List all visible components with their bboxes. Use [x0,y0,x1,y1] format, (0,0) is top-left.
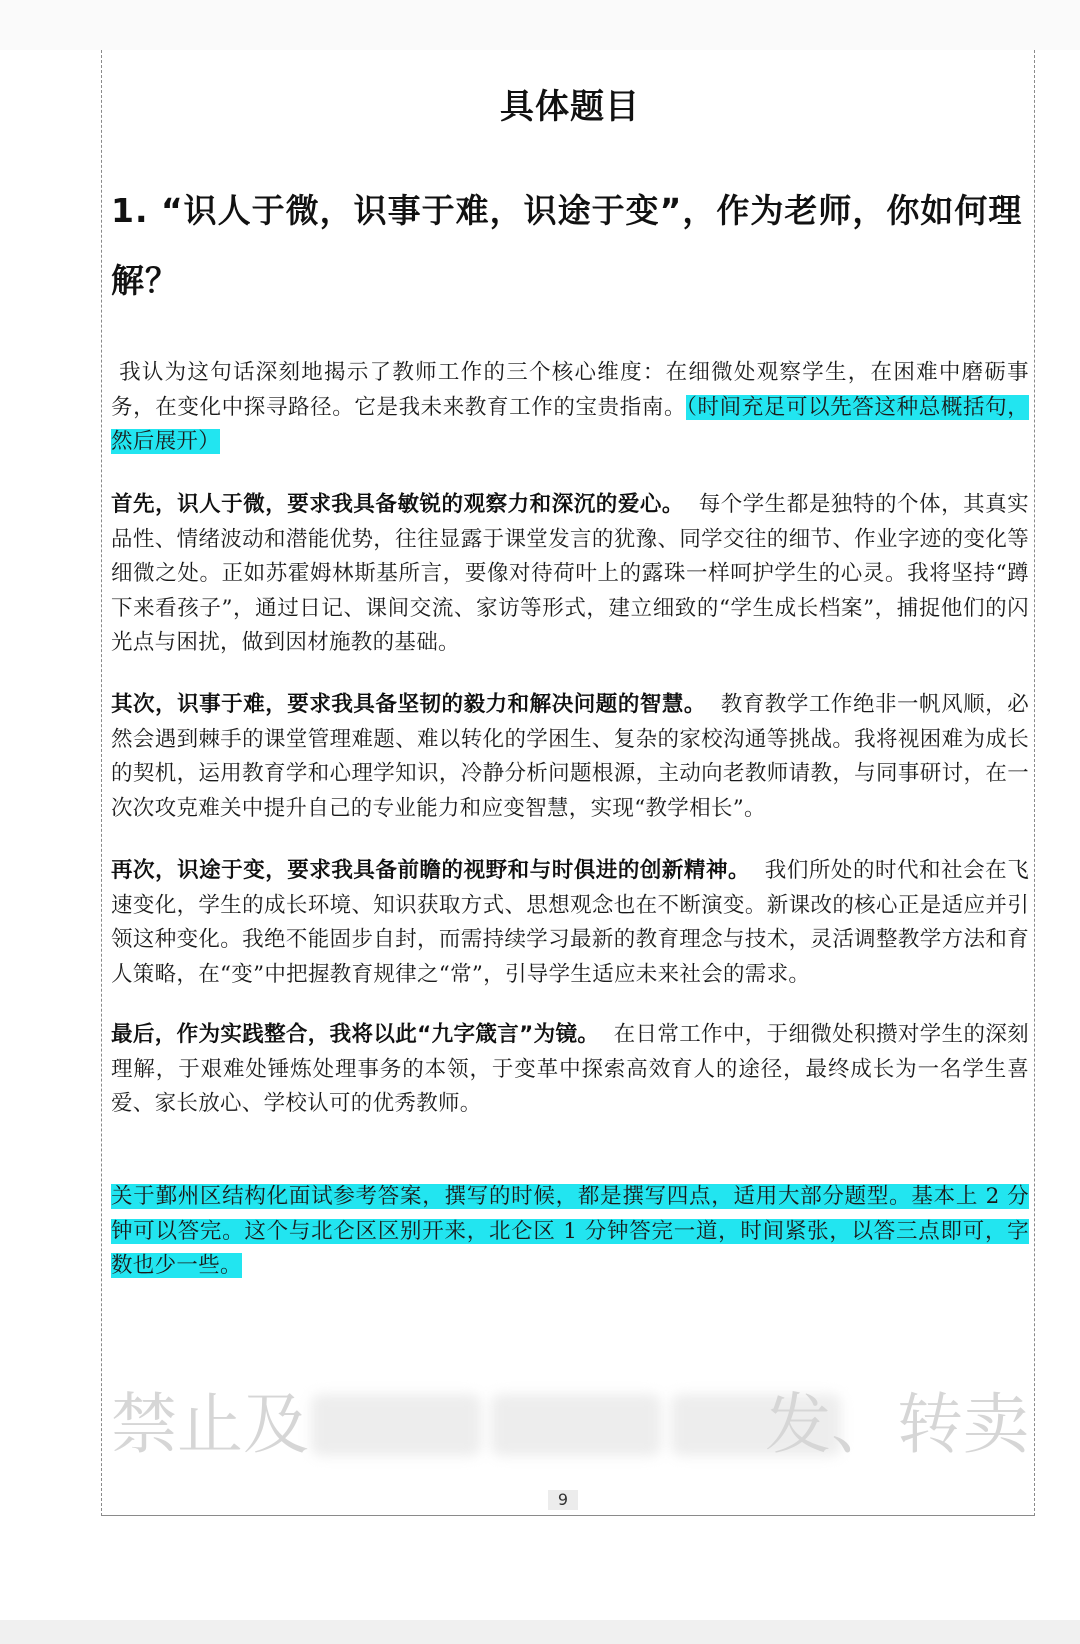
paragraph-second [111,688,1029,826]
paragraph-lead: 其次，识事于难，要求我具备坚韧的毅力和解决问题的智慧。 [111,692,706,717]
paragraph-fourth [111,1018,1029,1122]
paragraph-body: 我们所处的时代和社会在飞速变化，学生的成长环境、知识获取方式、思想观念也在不断演变。新课改的核心正是适应并引领这种变化。我绝不能固步自封，而需持续学习最新的教育理念与技术，灵活调整教学方法和育人策略，在“变”中把握教育规律之“常”，引导学生适应未来社会的需求。 [111,858,1029,987]
highlight-note-paragraph [111,1180,1029,1284]
paragraph-third [111,854,1029,992]
page-title: 具体题目 [500,87,640,127]
question-heading: 1. “识人于微，识事于难，识途于变”，作为老师，你如何理解？ [111,191,1023,300]
paragraph-body: 教育教学工作绝非一帆风顺，必然会遇到棘手的课堂管理难题、难以转化的学困生、复杂的家校沟通等挑战。我将视困难为成长的契机，运用教育学和心理学知识，冷静分析问题根源，主动向老教师请教，与同事研讨，在一次次攻克难关中提升自己的专业能力和应变智慧，实现“教学相长”。 [111,692,1030,821]
paragraph-body: 每个学生都是独特的个体，其真实品性、情绪波动和潜能优势，往往显露于课堂发言的犹豫、同学交往的细节、作业字迹的变化等细微之处。正如苏霍姆林斯基所言，要像对待荷叶上的露珠一样呵护学生的心灵。我将坚持“蹲下来看孩子”，通过日记、课间交流、家访等形式，建立细致的“学生成长档案”，捕捉他们的闪光点与困扰，做到因材施教的基础。 [111,492,1029,655]
watermark-right-text: 发、转卖 [765,1386,1029,1463]
paragraph-first [111,488,1029,661]
watermark [111,1380,1029,1470]
intro-highlight-note: （时间充足可以先答这种总概括句，然后展开） [111,394,1029,454]
paragraph-lead: 再次，识途于变，要求我具备前瞻的视野和与时俱进的创新精神。 [111,858,751,883]
intro-paragraph [111,356,1029,460]
note-highlight: 关于鄞州区结构化面试参考答案，撰写的时候，都是撰写四点，适用大部分题型。基本上 2 分钟可以答完。这个与北仑区区别开来，北仑区 1 分钟答完一道，时间紧张，以答三点即可，字数也少一些。 [111,1184,1029,1278]
page-number: 9 [548,1490,578,1510]
blurred-region [311,1394,481,1456]
watermark-left-text: 禁止及 [111,1386,309,1463]
paragraph-body: 在日常工作中，于细微处积攒对学生的深刻理解，于艰难处锤炼处理事务的本领，于变革中探索高效育人的途径，最终成长为一名学生喜爱、家长放心、学校认可的优秀教师。 [111,1022,1029,1116]
paragraph-lead: 最后，作为实践整合，我将以此“九字箴言”为镜。 [111,1022,600,1047]
paragraph-lead: 首先，识人于微，要求我具备敏锐的观察力和深沉的爱心。 [111,492,684,517]
bottom-margin [0,1620,1080,1644]
top-margin [0,0,1080,50]
intro-text: 我认为这句话深刻地揭示了教师工作的三个核心维度：在细微处观察学生，在困难中磨砺事务，在变化中探寻路径。它是我未来教育工作的宝贵指南。 [111,360,1029,420]
blurred-region [491,1394,661,1456]
